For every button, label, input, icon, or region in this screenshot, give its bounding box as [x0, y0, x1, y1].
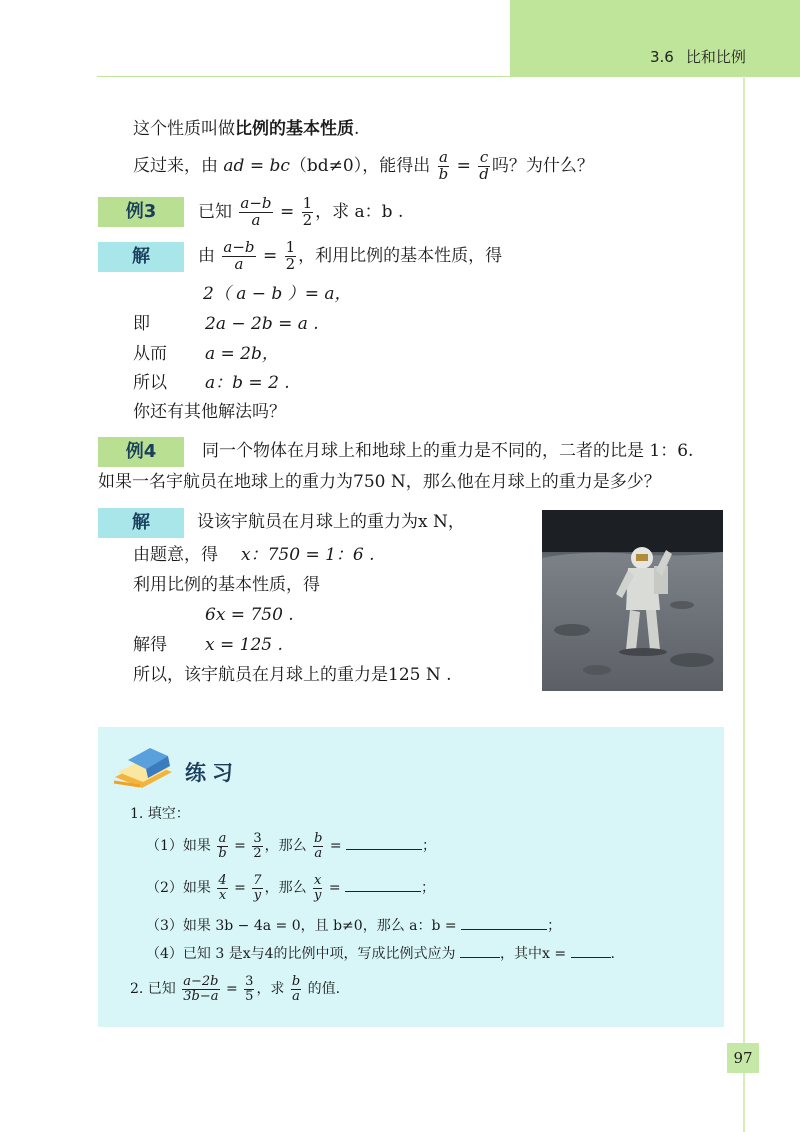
solution-3-intro: 由 $\frac{a-b}{a}$ = $\frac{1}{2}$ ，利用比例的基本性质，得 — [198, 238, 503, 273]
section-name: 比和比例 — [685, 48, 746, 66]
practice-q1d: （4）已知 3 是x与4的比例中项，写成比例式应为 ，其中x = . — [146, 946, 615, 962]
page-number: 97 — [727, 1043, 759, 1073]
answer-blank[interactable] — [346, 837, 422, 850]
fraction-a-b: $\frac{a}{b}$ — [438, 148, 449, 183]
statement-end: . — [354, 119, 360, 139]
practice-q1a: （1）如果 $\frac{a}{b}$ = $\frac{3}{2}$ ，那么 $\frac{b}{a}$ = ； — [146, 831, 437, 861]
practice-q2: 2. 已知 $\frac{a-2b}{3b-a}$ = $\frac{3}{5}$ ，求 $\frac{b}{a}$ 的值. — [130, 974, 341, 1004]
solution-4-label: 解 — [98, 508, 184, 538]
margin-rule — [743, 76, 745, 1132]
sol4-step-1: 设该宇航员在月球上的重力为x N， — [197, 512, 465, 532]
step-2-word: 即 — [133, 314, 150, 334]
example-3-label: 例3 — [98, 197, 184, 227]
answer-blank[interactable] — [461, 917, 547, 930]
astronaut-on-moon-image — [542, 510, 723, 691]
book-icon — [110, 742, 180, 792]
section-number: 3.6 — [650, 48, 674, 66]
sol4-step-2-word: 由题意，得 — [133, 545, 218, 565]
practice-q1c: （3）如果 3b − 4a = 0，且 b≠0，那么 a：b = ； — [146, 918, 562, 934]
q-mid: ，能得出 — [362, 155, 431, 176]
fraction: $\frac{1}{2}$ — [285, 238, 296, 273]
practice-q1: 1. 填空： — [130, 806, 190, 822]
fraction-c-d: $\frac{c}{d}$ — [479, 148, 489, 183]
q-text: 反过来，由 — [133, 155, 218, 176]
step-4: a：b = 2 . — [205, 373, 290, 393]
example-4-line2: 如果一名宇航员在地球上的重力为750 N，那么他在月球上的重力是多少？ — [98, 472, 661, 492]
sol4-step-4: 6x = 750 . — [205, 605, 294, 625]
sol4-step-3: 利用比例的基本性质，得 — [133, 575, 320, 595]
astronaut-illustration — [542, 510, 723, 691]
step-3-word: 从而 — [133, 344, 167, 364]
step-3: a = 2b， — [205, 344, 279, 364]
converse-question — [133, 150, 594, 183]
section-title — [650, 46, 746, 67]
step-4-word: 所以 — [133, 373, 167, 393]
q-end: 吗？为什么？ — [491, 155, 594, 176]
statement-text: 这个性质叫做 — [133, 119, 235, 139]
practice-title: 练习 — [185, 761, 239, 785]
sol4-step-5: x = 125 . — [205, 635, 283, 655]
practice-q1b: （2）如果 $\frac{4}{x}$ = $\frac{7}{y}$ ，那么 $\frac{x}{y}$ = ； — [146, 873, 436, 903]
example-4-line1: 同一个物体在月球上和地球上的重力是不同的，二者的比是 1：6. — [202, 441, 694, 461]
example-4-label: 例4 — [98, 437, 184, 467]
fraction: $\frac{a-b}{a}$ — [240, 194, 272, 229]
other-methods: 你还有其他解法吗？ — [133, 402, 286, 422]
statement-term: 比例的基本性质 — [235, 119, 354, 139]
answer-blank[interactable] — [345, 879, 421, 892]
eq-sign: = — [456, 155, 471, 176]
sol4-step-5-word: 解得 — [133, 635, 167, 655]
answer-blank[interactable] — [571, 945, 611, 958]
header-rule — [97, 76, 800, 77]
example-3-text: 已知 $\frac{a-b}{a}$ = $\frac{1}{2}$ ，求 a：b . — [198, 194, 404, 229]
q-cond: （bd≠0） — [289, 155, 363, 176]
sol4-step-2: x：750 = 1：6 . — [241, 545, 375, 565]
sol4-conclusion: 所以，该宇航员在月球上的重力是125 N . — [133, 665, 452, 685]
q-expr: ad = bc — [223, 155, 290, 176]
answer-blank[interactable] — [460, 945, 500, 958]
solution-3-label: 解 — [98, 242, 184, 272]
property-statement — [133, 121, 359, 138]
step-2: 2a − 2b = a . — [205, 314, 319, 334]
fraction: $\frac{1}{2}$ — [302, 194, 313, 229]
fraction: $\frac{a-b}{a}$ — [223, 238, 255, 273]
step-1: 2（ a − b ）= a， — [203, 284, 352, 304]
